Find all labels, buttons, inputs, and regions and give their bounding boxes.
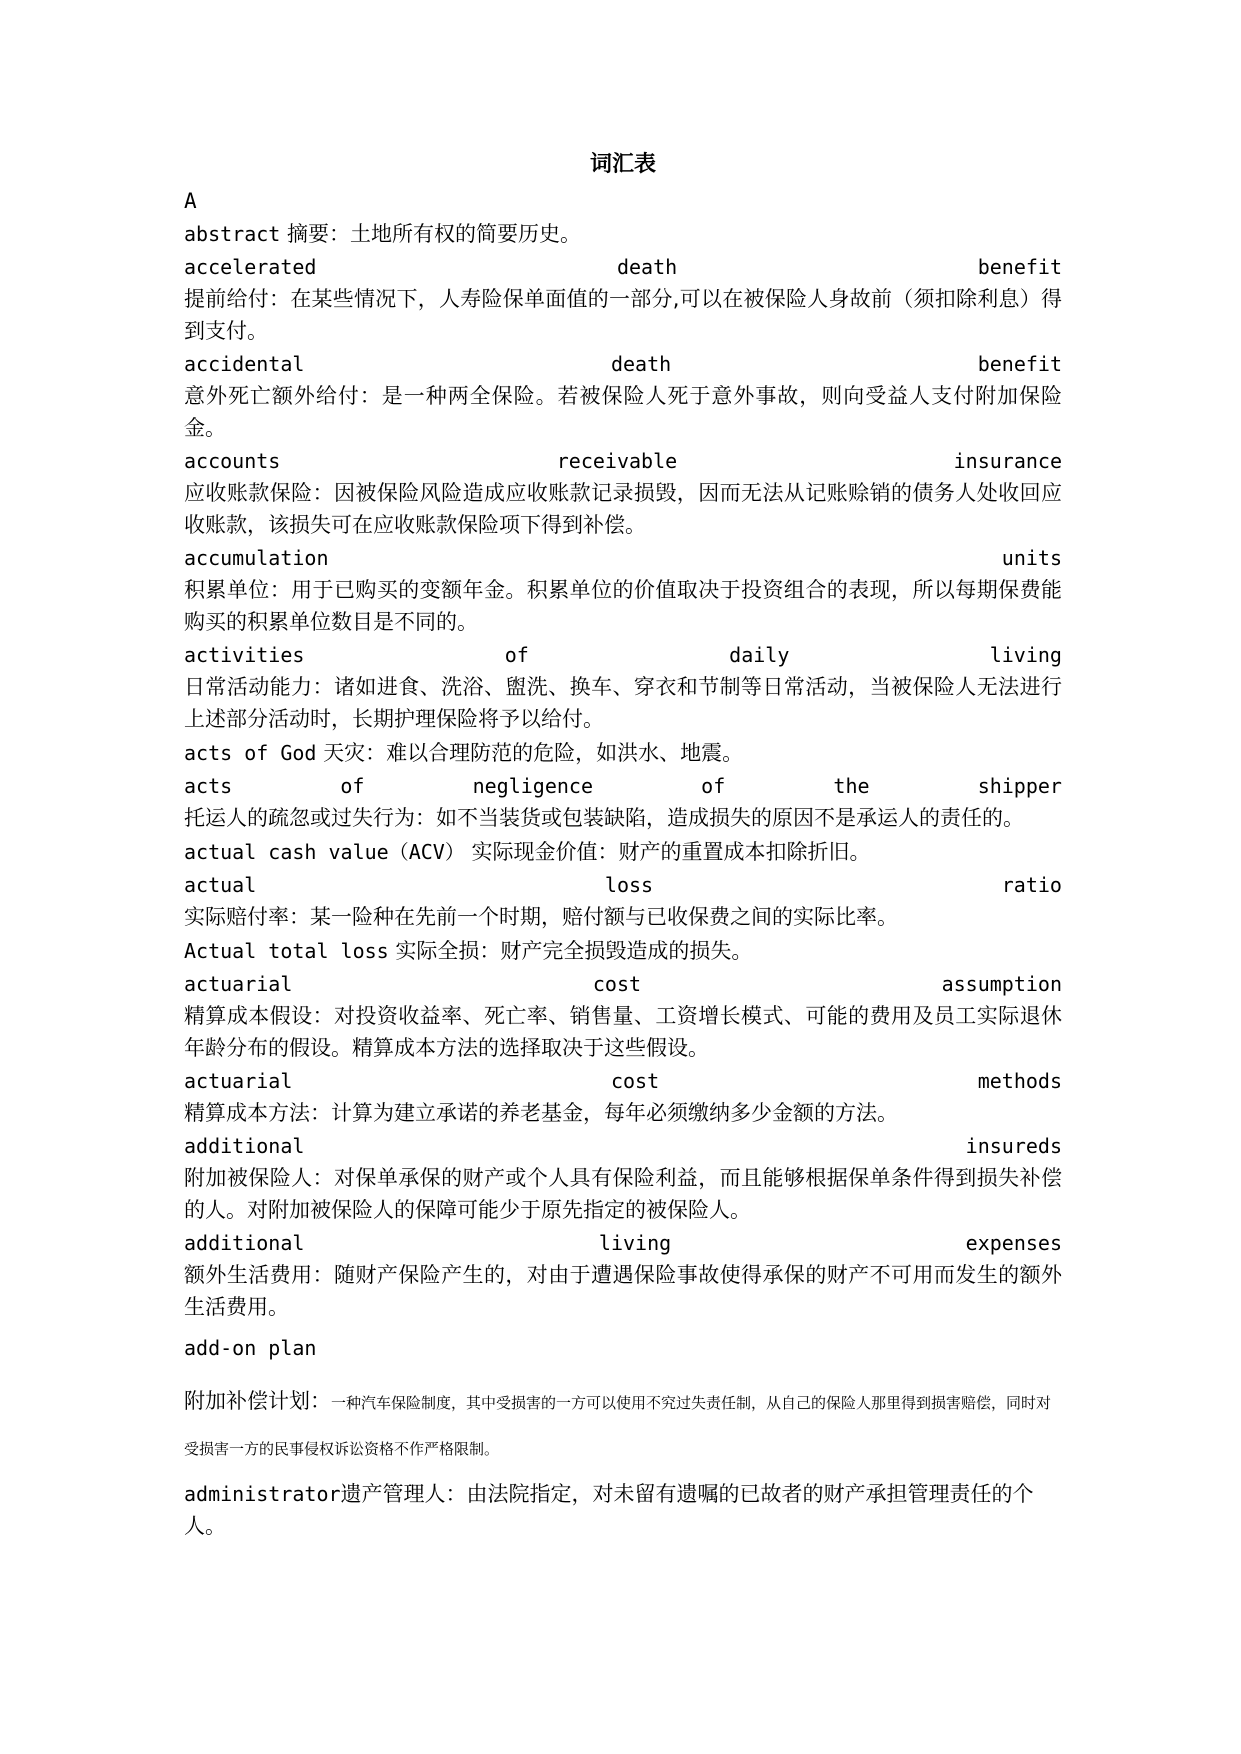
- glossary-entry: [184, 543, 1062, 638]
- entry-definition: 实际全损：财产完全损毁造成的损失。: [395, 939, 753, 963]
- term-word: expenses: [965, 1231, 1062, 1255]
- term-word: death: [610, 352, 672, 376]
- term-word: death: [616, 255, 678, 279]
- glossary-entry: [184, 252, 1062, 347]
- term-word: assumption: [941, 972, 1062, 996]
- entry-term: [184, 543, 1062, 574]
- term-word: cost: [592, 972, 642, 996]
- entry-definition: 积累单位：用于已购买的变额年金。积累单位的价值取决于投资组合的表现，所以每期保费能购买的积累单位数目是不同的。: [184, 578, 1062, 634]
- glossary-page: [184, 150, 1062, 1542]
- addon-definition: [184, 1378, 1062, 1472]
- page-title: 词汇表: [589, 152, 656, 177]
- entry-term: [184, 1228, 1062, 1259]
- term-word: receivable: [556, 449, 678, 473]
- entry-line: [184, 935, 1062, 967]
- entry-definition: 意外死亡额外给付：是一种两全保险。若被保险人死于意外事故，则向受益人支付附加保险金。: [184, 384, 1062, 440]
- entry-term: [184, 969, 1062, 1000]
- glossary-entry: [184, 1066, 1062, 1129]
- term-word: accumulation: [184, 546, 329, 570]
- term-word: actuarial: [184, 1069, 293, 1093]
- term-word: accelerated: [184, 255, 317, 279]
- term-word: living: [989, 643, 1062, 667]
- entry-term: [184, 252, 1062, 283]
- term-word: shipper: [977, 774, 1062, 798]
- entry-definition: 实际赔付率：某一险种在先前一个时期，赔付额与已收保费之间的实际比率。: [184, 905, 898, 929]
- term-word: actual: [184, 873, 257, 897]
- term-word: loss: [604, 873, 654, 897]
- glossary-entry: [184, 969, 1062, 1064]
- entry-term: [184, 1066, 1062, 1097]
- administrator-entry: [184, 1478, 1062, 1542]
- glossary-entry: [184, 771, 1062, 834]
- entry-definition: 附加被保险人：对保单承保的财产或个人具有保险利益，而且能够根据保单条件得到损失补偿的人。对附加被保险人的保障可能少于原先指定的被保险人。: [184, 1166, 1062, 1222]
- entry-definition: 额外生活费用：随财产保险产生的，对由于遭遇保险事故使得承保的财产不可用而发生的额外生活费用。: [184, 1263, 1062, 1319]
- entry-term: actual cash value（ACV）: [184, 840, 465, 864]
- glossary-entry: [184, 640, 1062, 735]
- glossary-entry: [184, 870, 1062, 933]
- entry-definition: 天灾：难以合理防范的危险，如洪水、地震。: [323, 741, 744, 765]
- addon-term: add-on plan: [184, 1336, 317, 1360]
- entry-definition: 精算成本假设：对投资收益率、死亡率、销售量、工资增长模式、可能的费用及员工实际退休年龄分布的假设。精算成本方法的选择取决于这些假设。: [184, 1004, 1062, 1060]
- term-word: additional: [184, 1134, 305, 1158]
- term-word: of: [340, 774, 365, 798]
- glossary-entry: [184, 935, 1062, 967]
- term-word: acts: [184, 774, 233, 798]
- entry-line: [184, 218, 1062, 250]
- entry-definition: 实际现金价值：财产的重置成本扣除折旧。: [471, 840, 871, 864]
- term-word: the: [833, 774, 870, 798]
- term-word: units: [1001, 546, 1062, 570]
- entry-line: [184, 836, 1062, 868]
- term-word: activities: [184, 643, 305, 667]
- term-word: accounts: [184, 449, 281, 473]
- term-word: cost: [610, 1069, 660, 1093]
- entry-term: [184, 640, 1062, 671]
- glossary-entry: [184, 218, 1062, 250]
- entry-term: [184, 1131, 1062, 1162]
- entry-definition: 提前给付：在某些情况下，人寿险保单面值的一部分,可以在被保险人身故前（须扣除利息）得到支付。: [184, 287, 1062, 343]
- term-word: of: [701, 774, 726, 798]
- glossary-entry: [184, 836, 1062, 868]
- section-letter: A: [184, 189, 197, 213]
- term-word: negligence: [472, 774, 593, 798]
- entry-definition: 托运人的疏忽或过失行为：如不当装货或包装缺陷，造成损失的原因不是承运人的责任的。: [184, 806, 1024, 830]
- administrator-definition: 遗产管理人：由法院指定，对未留有遗嘱的已故者的财产承担管理责任的个人。: [184, 1482, 1034, 1538]
- glossary-entry: [184, 446, 1062, 541]
- addon-text: 一种汽车保险制度，其中受损害的一方可以使用不究过失责任制，从自己的保险人那里得到损害赔偿，同时对受损害一方的民事侵权诉讼资格不作严格限制。: [184, 1394, 1052, 1458]
- term-word: accidental: [184, 352, 305, 376]
- addon-label: 附加补偿计划：: [184, 1389, 331, 1413]
- term-word: daily: [729, 643, 790, 667]
- entry-definition: 摘要：土地所有权的简要历史。: [287, 222, 582, 246]
- term-word: living: [598, 1231, 672, 1255]
- term-word: methods: [977, 1069, 1062, 1093]
- entry-term: [184, 870, 1062, 901]
- term-word: insurance: [953, 449, 1062, 473]
- term-word: actuarial: [184, 972, 293, 996]
- entry-definition: 日常活动能力：诸如进食、洗浴、盥洗、换车、穿衣和节制等日常活动，当被保险人无法进行上述部分活动时，长期护理保险将予以给付。: [184, 675, 1062, 731]
- entry-term: Actual total loss: [184, 939, 389, 963]
- term-word: benefit: [977, 255, 1062, 279]
- term-word: additional: [184, 1231, 305, 1255]
- term-word: insureds: [965, 1134, 1062, 1158]
- entry-term: [184, 771, 1062, 802]
- entry-line: [184, 737, 1062, 769]
- glossary-entries: [184, 218, 1062, 1323]
- glossary-entry: [184, 1131, 1062, 1226]
- entry-definition: 精算成本方法：计算为建立承诺的养老基金，每年必须缴纳多少金额的方法。: [184, 1101, 898, 1125]
- entry-term: abstract: [184, 222, 281, 246]
- administrator-term: administrator: [184, 1482, 341, 1506]
- entry-definition: 应收账款保险：因被保险风险造成应收账款记录损毁，因而无法从记账赊销的债务人处收回应收账款，该损失可在应收账款保险项下得到补偿。: [184, 481, 1062, 537]
- glossary-entry: [184, 349, 1062, 444]
- term-word: ratio: [1001, 873, 1062, 897]
- glossary-entry: [184, 1228, 1062, 1323]
- term-word: benefit: [977, 352, 1062, 376]
- entry-term: [184, 349, 1062, 380]
- entry-term: acts of God: [184, 741, 317, 765]
- term-word: of: [504, 643, 529, 667]
- entry-term: [184, 446, 1062, 477]
- glossary-entry: [184, 737, 1062, 769]
